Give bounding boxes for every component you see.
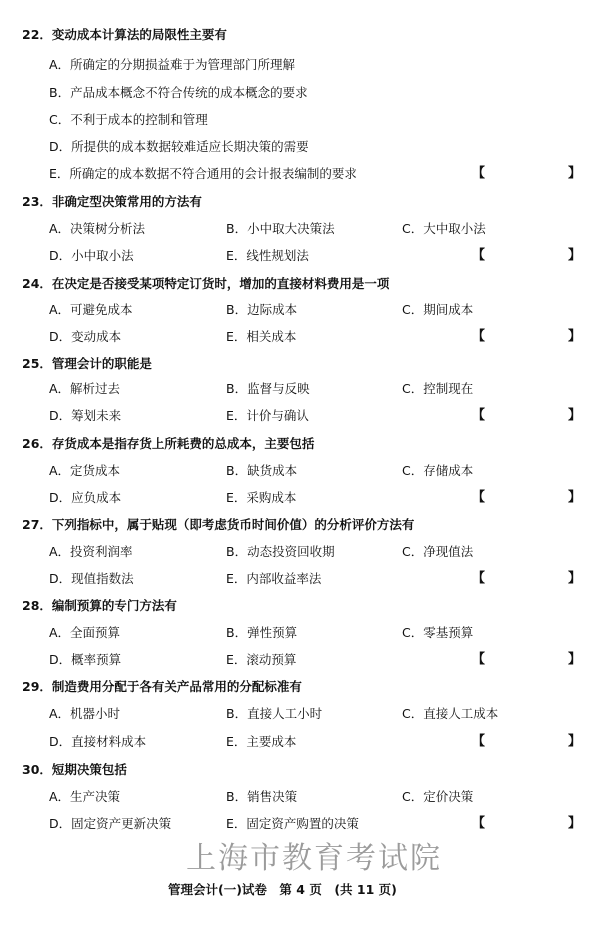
answer-bracket-right: 】 <box>568 652 582 667</box>
question-24-stem: 24．在决定是否接受某项特定订货时，增加的直接材料费用是一项 <box>22 276 390 291</box>
question-30-option-e: E．固定资产购置的决策 <box>226 816 359 831</box>
question-25-stem: 25．管理会计的职能是 <box>22 356 152 371</box>
question-27-stem: 27．下列指标中，属于贴现（即考虑货币时间价值）的分析评价方法有 <box>22 517 415 532</box>
question-24-option-a: A．可避免成本 <box>49 302 133 317</box>
question-22-option-b: B．产品成本概念不符合传统的成本概念的要求 <box>49 85 308 100</box>
question-25-option-a: A．解析过去 <box>49 381 121 396</box>
question-24-option-b: B．边际成本 <box>226 302 298 317</box>
question-26-option-c: C．存储成本 <box>402 463 474 478</box>
question-22-option-a: A．所确定的分期损益难于为管理部门所理解 <box>49 57 296 72</box>
question-29-option-a: A．机器小时 <box>49 706 121 721</box>
question-23-option-d: D．小中取小法 <box>49 248 134 263</box>
answer-bracket-right: 】 <box>568 571 582 586</box>
question-25-option-d: D．筹划未来 <box>49 408 122 423</box>
question-27-option-c: C．净现值法 <box>402 544 474 559</box>
answer-bracket-right: 】 <box>568 329 582 344</box>
question-29-option-b: B．直接人工小时 <box>226 706 323 721</box>
question-22-option-e: E．所确定的成本数据不符合通用的会计报表编制的要求 <box>49 166 357 181</box>
answer-bracket-left: 【 <box>472 490 486 505</box>
answer-bracket-left: 【 <box>472 571 486 586</box>
answer-bracket-left: 【 <box>472 166 486 181</box>
answer-bracket-left: 【 <box>472 734 486 749</box>
question-27-option-b: B．动态投资回收期 <box>226 544 335 559</box>
question-23-option-c: C．大中取小法 <box>402 221 486 236</box>
question-28-option-c: C．零基预算 <box>402 625 474 640</box>
answer-bracket-left: 【 <box>472 408 486 423</box>
question-25-option-c: C．控制现在 <box>402 381 474 396</box>
question-30-stem: 30．短期决策包括 <box>22 762 127 777</box>
question-27-option-d: D．现值指数法 <box>49 571 134 586</box>
question-23-stem: 23．非确定型决策常用的方法有 <box>22 194 202 209</box>
question-29-option-c: C．直接人工成本 <box>402 706 499 721</box>
question-22-option-d: D．所提供的成本数据较难适应长期决策的需要 <box>49 139 309 154</box>
question-30-option-a: A．生产决策 <box>49 789 121 804</box>
question-29-option-d: D．直接材料成本 <box>49 734 147 749</box>
watermark: 上海市教育考试院 <box>186 841 442 876</box>
question-26-option-b: B．缺货成本 <box>226 463 298 478</box>
question-29-option-e: E．主要成本 <box>226 734 297 749</box>
question-23-option-a: A．决策树分析法 <box>49 221 146 236</box>
question-25-option-e: E．计价与确认 <box>226 408 309 423</box>
question-24-option-e: E．相关成本 <box>226 329 297 344</box>
question-30-option-d: D．固定资产更新决策 <box>49 816 172 831</box>
answer-bracket-right: 】 <box>568 490 582 505</box>
question-22-option-c: C．不利于成本的控制和管理 <box>49 112 208 127</box>
question-27-option-a: A．投资利润率 <box>49 544 133 559</box>
question-24-option-d: D．变动成本 <box>49 329 122 344</box>
answer-bracket-right: 】 <box>568 248 582 263</box>
question-26-option-d: D．应负成本 <box>49 490 122 505</box>
answer-bracket-left: 【 <box>472 816 486 831</box>
question-30-option-c: C．定价决策 <box>402 789 474 804</box>
question-23-option-b: B．小中取大决策法 <box>226 221 335 236</box>
answer-bracket-right: 】 <box>568 166 582 181</box>
question-26-option-e: E．采购成本 <box>226 490 297 505</box>
question-29-stem: 29．制造费用分配于各有关产品常用的分配标准有 <box>22 679 302 694</box>
question-24-option-c: C．期间成本 <box>402 302 474 317</box>
question-23-option-e: E．线性规划法 <box>226 248 309 263</box>
answer-bracket-right: 】 <box>568 408 582 423</box>
question-28-option-b: B．弹性预算 <box>226 625 298 640</box>
answer-bracket-right: 】 <box>568 816 582 831</box>
question-25-option-b: B．监督与反映 <box>226 381 310 396</box>
question-30-option-b: B．销售决策 <box>226 789 298 804</box>
question-28-stem: 28．编制预算的专门方法有 <box>22 598 177 613</box>
answer-bracket-left: 【 <box>472 329 486 344</box>
question-26-option-a: A．定货成本 <box>49 463 121 478</box>
answer-bracket-left: 【 <box>472 652 486 667</box>
question-28-option-e: E．滚动预算 <box>226 652 297 667</box>
question-27-option-e: E．内部收益率法 <box>226 571 322 586</box>
question-26-stem: 26．存货成本是指存货上所耗费的总成本，主要包括 <box>22 436 315 451</box>
page-footer: 管理会计(一)试卷 第 4 页 (共 11 页) <box>168 882 397 897</box>
question-28-option-a: A．全面预算 <box>49 625 121 640</box>
answer-bracket-right: 】 <box>568 734 582 749</box>
question-22-stem: 22．变动成本计算法的局限性主要有 <box>22 27 227 42</box>
answer-bracket-left: 【 <box>472 248 486 263</box>
question-28-option-d: D．概率预算 <box>49 652 122 667</box>
